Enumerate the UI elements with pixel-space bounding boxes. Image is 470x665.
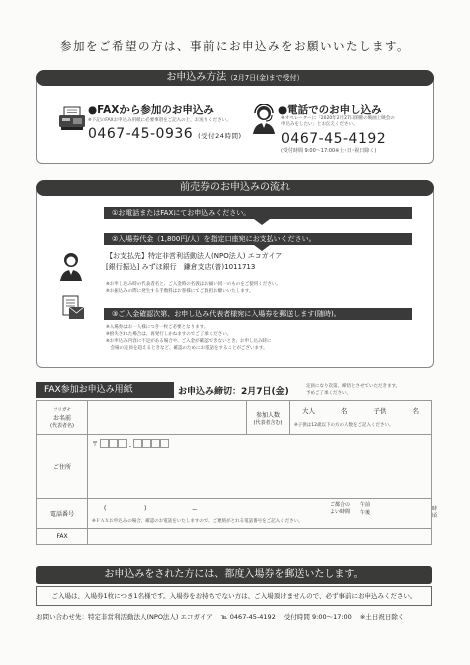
adult-unit: 名: [341, 406, 348, 415]
payee: 【お支払先】特定非営利活動法人(NPO法人) エコガイア: [106, 252, 283, 260]
ticket-document-icon: [60, 295, 86, 321]
flow-title: 前売券のお申込みの流れ: [180, 182, 290, 193]
tel-input-cell[interactable]: [88, 499, 438, 529]
method-title-bar: [36, 70, 434, 86]
fax-input-cell[interactable]: [88, 529, 432, 545]
time-label-2: よい時間: [330, 509, 351, 516]
count-sub-label: (代表者含む): [253, 419, 283, 426]
application-form: [36, 400, 438, 545]
flow-title-bar: [36, 180, 434, 196]
method-title-note: （2月7日(金)まで受付）: [226, 74, 304, 82]
fax-machine-icon: [58, 106, 86, 132]
admission-notice: ご入場は、入場券1枚につき1名様です。入場券をお持ちでない方は、ご入場頂けませんので、必ず事前にお申込みください。: [36, 586, 432, 606]
tel-number: 0467-45-4192: [281, 131, 387, 147]
child-unit: 名: [412, 406, 419, 415]
flow-step-2: ②入場券代金（1,800円/人）を指定口座宛にお支払いください。: [104, 233, 412, 245]
tel-label: 電話番号: [37, 499, 88, 529]
am-option[interactable]: 午前: [360, 502, 371, 509]
tel-dash: ー: [192, 507, 199, 515]
fax-label: FAX: [37, 529, 88, 545]
step3-note-b: ※紛失された場合は、再発行しかねますのでご了承ください。: [106, 332, 232, 337]
adult-label: 大人: [302, 406, 315, 415]
step2-note-b: ※お振込みの際に発生する手数料はお客様にてご負担お願いいたします。: [106, 289, 254, 294]
form-title-bar: [36, 382, 174, 398]
flow-step-3: ③ご入金確認次第、お申し込み代表者様宛に入場券を郵送します(随時)。: [104, 308, 412, 320]
time-label-1: ご都合の: [330, 502, 351, 509]
step3-note-c: ※お申込み内容に不足がある場合や、ご入金が確認できないとき、お申し込み時に: [106, 339, 272, 344]
child-label: 子供: [373, 406, 387, 415]
address-input-cell[interactable]: [88, 435, 432, 499]
deadline-note-1: 定員になり次第、締切とさせていただきます。: [306, 384, 401, 389]
pm-option[interactable]: 午後: [360, 510, 371, 517]
flow-step-1: ①お電話またはFAXにてお申込みください。: [104, 207, 412, 219]
form-title: FAX参加お申込み用紙: [44, 385, 133, 395]
fax-number: [88, 126, 241, 142]
tel-hours: (受付時間 9:00～17:00※土･日･祝日除く): [281, 148, 377, 154]
name-input-cell[interactable]: [88, 401, 247, 435]
bank-account: [銀行振込] みずほ銀行 鎌倉支店(普)1011713: [106, 263, 256, 271]
footer-contact: お問い合わせ先：特定非営利活動法人(NPO法人) エコガイア: [36, 613, 213, 621]
count-note: ※子供は12歳以下の方の人数をご記入ください。: [294, 422, 394, 428]
tel-method-note-2: 申込みをしたい」とお伝えください。: [281, 122, 358, 127]
step2-note-a: ※お申し込み時の代表者名と、ご入金時の名義はお揃い同一のものをご使用ください。: [106, 282, 281, 287]
operator-icon: [252, 104, 276, 134]
step3-note-d: 会場の定員を超えるときなど、確認のためにお電話をすることがございます。: [106, 346, 268, 351]
furigana-label: フリガナ: [53, 407, 71, 413]
page-heading: 参加をご希望の方は、事前にお申込みをお願いいたします。: [59, 39, 411, 53]
method-title: お申込み方法: [166, 72, 227, 83]
tel-note: ※ＦＡＸお申込みの場合、確認のお電話をいたしますので、ご連絡がとれる電話番号をご記入ください。: [92, 519, 303, 525]
tel-paren-open: (: [104, 505, 107, 513]
form-deadline: お申込み締切：2月7日(金): [178, 387, 289, 397]
name-label-cell: [37, 401, 88, 435]
address-label: ご住所: [37, 435, 88, 499]
name-sub-label: (代表者名): [50, 422, 74, 429]
staff-icon: [58, 251, 84, 281]
name-label: お名前: [52, 414, 71, 422]
fax-method-heading: ●FAXから参加のお申込み: [88, 104, 214, 116]
postal-code-boxes[interactable]: -: [100, 439, 169, 450]
count-label-cell: [247, 401, 290, 435]
postal-mark: 〒: [92, 441, 99, 448]
footer-tel: ℡ 0467-45-4192: [220, 613, 276, 621]
fax-number-value: 0467-45-0936: [88, 126, 194, 142]
tel-paren-close: ): [144, 505, 147, 513]
tel-method-heading: ●電話でのお申し込み: [278, 104, 382, 116]
footer-exclusion: ※土日祝日除く: [359, 613, 405, 621]
bottom-bar: お申込みをされた方には、都度入場券を郵送いたします。: [36, 566, 432, 584]
step3-note-a: ※入場券はお一人様につき一枚ご必要となります。: [106, 325, 209, 330]
fax-hours: (受付24時間): [198, 132, 242, 140]
hour-label: 時頃: [432, 506, 438, 520]
deadline-note-2: 予めご了承ください。: [306, 391, 351, 396]
tel-method-note-1: ※オペレーターに「2020年2月27日開催の映画上映会の: [281, 116, 395, 121]
footer: [36, 612, 432, 621]
count-input-cell[interactable]: [290, 401, 432, 435]
fax-method-note: ※下記のFAXお申込み用紙に必要事項をご記入の上、お送りください。: [88, 118, 231, 123]
count-label: 参加人数: [255, 411, 280, 419]
footer-hours: 受付時間 9:00～17:00: [283, 613, 352, 621]
